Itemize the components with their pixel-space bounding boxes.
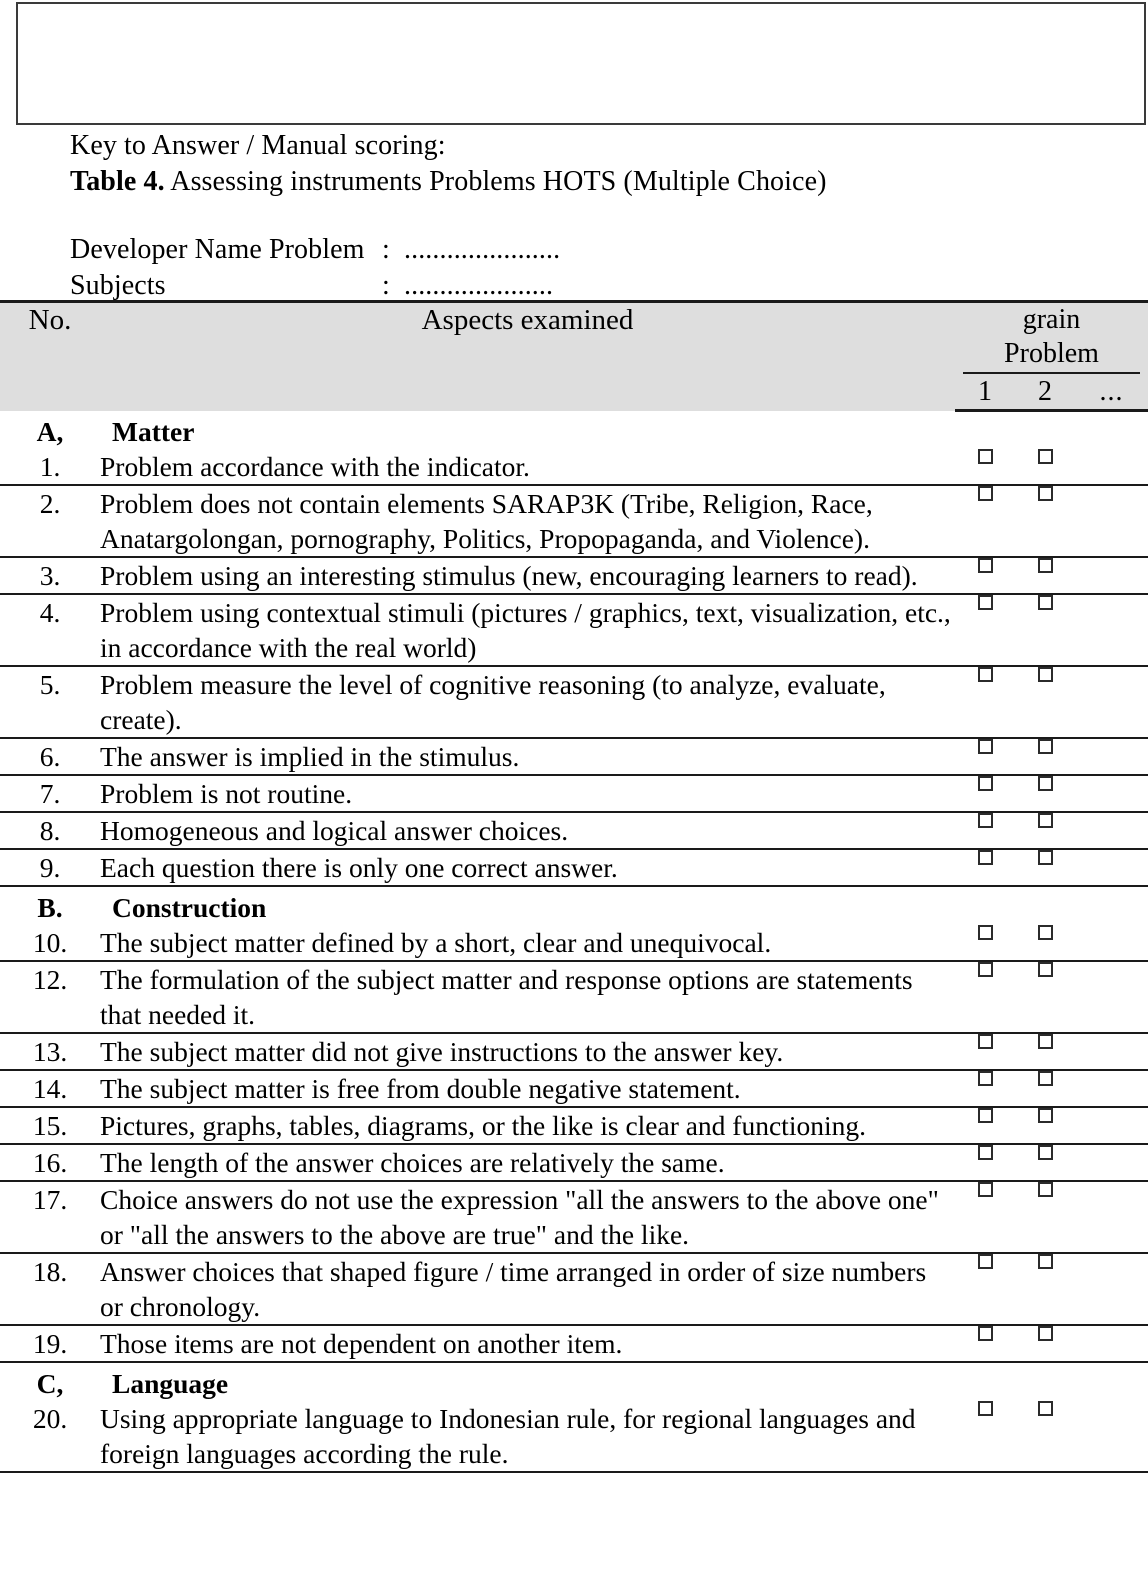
field-colon: : (382, 270, 390, 301)
row-number: 4. (0, 594, 100, 666)
aspect-text: Those items are not dependent on another item. (100, 1325, 955, 1362)
row-number: 2. (0, 485, 100, 557)
checkbox-cell-problem-more[interactable] (1075, 1033, 1148, 1070)
checkbox-cell-problem-1[interactable] (955, 775, 1015, 812)
checkbox-cell-problem-2[interactable] (1015, 738, 1075, 775)
checkbox-cell-problem-more[interactable] (1075, 1070, 1148, 1107)
checkbox-cell-problem-2[interactable] (1015, 557, 1075, 594)
checkbox-cell-problem-2[interactable] (1015, 1070, 1075, 1107)
checkbox-cell-problem-more[interactable] (1075, 449, 1148, 485)
checkbox-cell-problem-1[interactable] (955, 1325, 1015, 1362)
checkbox-icon[interactable] (1038, 449, 1053, 464)
table-row (0, 1033, 1148, 1070)
row-number: 3. (0, 557, 100, 594)
checkbox-cell-problem-more[interactable] (1075, 812, 1148, 849)
checkbox-cell-problem-more[interactable] (1075, 666, 1148, 738)
checkbox-icon[interactable] (978, 925, 993, 940)
table-row (0, 925, 1148, 961)
checkbox-cell-problem-more[interactable] (1075, 849, 1148, 886)
checkbox-cell-problem-2[interactable] (1015, 485, 1075, 557)
checkbox-icon[interactable] (978, 1034, 993, 1049)
section-title: Matter (112, 415, 195, 447)
checkbox-cell-problem-2[interactable] (1015, 1107, 1075, 1144)
checkbox-cell-problem-2[interactable] (1015, 925, 1075, 961)
table-section-row (0, 886, 1148, 925)
checkbox-icon[interactable] (978, 595, 993, 610)
checkbox-cell-problem-2 (1015, 1362, 1075, 1401)
checkbox-cell-problem-more (1075, 411, 1148, 449)
row-number: 9. (0, 849, 100, 886)
checkbox-icon[interactable] (978, 1108, 993, 1123)
aspect-text: Homogeneous and logical answer choices. (100, 812, 955, 849)
table-section-row (0, 1362, 1148, 1401)
checkbox-cell-problem-1[interactable] (955, 925, 1015, 961)
checkbox-cell-problem-1 (955, 1362, 1015, 1401)
table-row (0, 1144, 1148, 1181)
aspect-text: Problem using an interesting stimulus (new, encouraging learners to read). (100, 557, 955, 594)
checkbox-icon[interactable] (978, 1145, 993, 1160)
checkbox-icon[interactable] (978, 1254, 993, 1269)
row-number: 15. (0, 1107, 100, 1144)
checkbox-cell-problem-1[interactable] (955, 961, 1015, 1033)
checkbox-icon[interactable] (978, 1401, 993, 1416)
checkbox-icon[interactable] (978, 776, 993, 791)
checkbox-cell-problem-more[interactable] (1075, 961, 1148, 1033)
checkbox-icon[interactable] (1038, 1254, 1053, 1269)
section-title: Language (112, 1367, 229, 1399)
grain-problem-inner (963, 303, 1140, 374)
table-row (0, 1181, 1148, 1253)
row-number: 12. (0, 961, 100, 1033)
aspect-text: The subject matter defined by a short, clear and unequivocal. (100, 925, 955, 961)
checkbox-icon[interactable] (978, 558, 993, 573)
checkbox-icon[interactable] (1038, 1145, 1053, 1160)
key-to-answer-line: Key to Answer / Manual scoring: (70, 130, 446, 161)
column-header-problem-2: 2 (1015, 374, 1075, 411)
aspect-text: The subject matter is free from double negative statement. (100, 1070, 955, 1107)
checkbox-icon[interactable] (978, 1326, 993, 1341)
checkbox-icon[interactable] (1038, 925, 1053, 940)
row-number: 16. (0, 1144, 100, 1181)
table-row (0, 557, 1148, 594)
checkbox-cell-problem-2[interactable] (1015, 812, 1075, 849)
row-number: 18. (0, 1253, 100, 1325)
table-row (0, 449, 1148, 485)
checkbox-icon[interactable] (1038, 962, 1053, 977)
aspect-text: Problem accordance with the indicator. (100, 449, 955, 485)
checkbox-icon[interactable] (978, 667, 993, 682)
table-caption (70, 164, 1130, 200)
checkbox-cell-problem-more[interactable] (1075, 485, 1148, 557)
aspect-text: The formulation of the subject matter and response options are statements that needed it. (100, 961, 955, 1033)
checkbox-cell-problem-2[interactable] (1015, 1401, 1075, 1472)
checkbox-icon[interactable] (978, 1071, 993, 1086)
checkbox-cell-problem-1[interactable] (955, 849, 1015, 886)
field-value: ...................... (404, 234, 561, 265)
checkbox-icon[interactable] (978, 739, 993, 754)
checkbox-icon[interactable] (1038, 1071, 1053, 1086)
checkbox-cell-problem-2[interactable] (1015, 666, 1075, 738)
table-row (0, 594, 1148, 666)
checkbox-cell-problem-1[interactable] (955, 1070, 1015, 1107)
table-section-row (0, 411, 1148, 449)
checkbox-icon[interactable] (1038, 1182, 1053, 1197)
section-letter: C, (36, 1367, 64, 1399)
intro-block (70, 128, 1130, 304)
row-number: 19. (0, 1325, 100, 1362)
checkbox-cell-problem-1[interactable] (955, 1253, 1015, 1325)
table-body (0, 411, 1148, 1472)
assessment-table (0, 300, 1148, 1473)
checkbox-cell-problem-2 (1015, 886, 1075, 925)
checkbox-cell-problem-1[interactable] (955, 594, 1015, 666)
empty-top-box (16, 2, 1146, 125)
checkbox-icon[interactable] (1038, 1108, 1053, 1123)
checkbox-cell-problem-2[interactable] (1015, 1325, 1075, 1362)
intro-spacer (70, 200, 1130, 232)
table-row (0, 812, 1148, 849)
checkbox-cell-problem-2[interactable] (1015, 961, 1075, 1033)
checkbox-cell-problem-2[interactable] (1015, 449, 1075, 485)
checkbox-cell-problem-2[interactable] (1015, 849, 1075, 886)
table-row (0, 775, 1148, 812)
checkbox-icon[interactable] (1038, 595, 1053, 610)
checkbox-cell-problem-1 (955, 411, 1015, 449)
aspect-text: Problem does not contain elements SARAP3K (Tribe, Religion, Race, Anatargolongan, pornography, Politics, Propopaganda, and Violence). (100, 485, 955, 557)
aspect-text: Choice answers do not use the expression "all the answers to the above one" or "all the answers to the above are true" and the like. (100, 1181, 955, 1253)
table-header-row-top (0, 302, 1148, 375)
checkbox-cell-problem-1[interactable] (955, 1401, 1015, 1472)
field-colon: : (382, 234, 390, 265)
checkbox-cell-problem-more[interactable] (1075, 738, 1148, 775)
checkbox-cell-problem-more[interactable] (1075, 557, 1148, 594)
checkbox-cell-problem-more[interactable] (1075, 925, 1148, 961)
checkbox-cell-problem-1[interactable] (955, 666, 1015, 738)
checkbox-icon[interactable] (1038, 1326, 1053, 1341)
aspect-text: Using appropriate language to Indonesian rule, for regional languages and foreign languages according the rule. (100, 1401, 955, 1472)
table-row (0, 961, 1148, 1033)
checkbox-cell-problem-more[interactable] (1075, 1253, 1148, 1325)
checkbox-cell-problem-1[interactable] (955, 738, 1015, 775)
table-caption-label: Table 4. (70, 166, 165, 197)
table-row (0, 738, 1148, 775)
row-number: 7. (0, 775, 100, 812)
checkbox-icon[interactable] (1038, 850, 1053, 865)
aspect-text: Each question there is only one correct answer. (100, 849, 955, 886)
checkbox-icon[interactable] (1038, 1401, 1053, 1416)
aspect-text: The answer is implied in the stimulus. (100, 738, 955, 775)
column-header-problem-more: ... (1075, 374, 1148, 411)
row-number: 14. (0, 1070, 100, 1107)
row-number: 5. (0, 666, 100, 738)
checkbox-cell-problem-more[interactable] (1075, 1107, 1148, 1144)
section-letter: B. (37, 891, 63, 923)
field-value: ..................... (404, 270, 554, 301)
field-subjects (70, 268, 1130, 304)
checkbox-cell-problem-more[interactable] (1075, 775, 1148, 812)
checkbox-icon[interactable] (978, 962, 993, 977)
checkbox-icon[interactable] (1038, 776, 1053, 791)
checkbox-cell-problem-more[interactable] (1075, 1144, 1148, 1181)
checkbox-cell-problem-2[interactable] (1015, 1033, 1075, 1070)
checkbox-cell-problem-1[interactable] (955, 485, 1015, 557)
table-row (0, 666, 1148, 738)
checkbox-icon[interactable] (978, 850, 993, 865)
checkbox-cell-problem-1[interactable] (955, 812, 1015, 849)
table-row (0, 849, 1148, 886)
checkbox-cell-problem-2[interactable] (1015, 1253, 1075, 1325)
row-number: 6. (0, 738, 100, 775)
aspect-text: Problem measure the level of cognitive reasoning (to analyze, evaluate, create). (100, 666, 955, 738)
checkbox-cell-problem-2[interactable] (1015, 1144, 1075, 1181)
table-row (0, 1107, 1148, 1144)
section-letter: A, (36, 415, 64, 447)
checkbox-cell-problem-1 (955, 886, 1015, 925)
column-header-aspects-examined: Aspects examined (100, 302, 955, 411)
checkbox-cell-problem-more (1075, 1362, 1148, 1401)
checkbox-cell-problem-1[interactable] (955, 1144, 1015, 1181)
checkbox-icon[interactable] (1038, 558, 1053, 573)
section-title: Construction (112, 891, 267, 923)
checkbox-icon[interactable] (978, 813, 993, 828)
field-label: Subjects (70, 270, 166, 301)
checkbox-icon[interactable] (1038, 813, 1053, 828)
checkbox-cell-problem-more[interactable] (1075, 1181, 1148, 1253)
table-row (0, 1401, 1148, 1472)
table-row (0, 1325, 1148, 1362)
field-developer-name-problem (70, 232, 1130, 268)
table-header (0, 302, 1148, 411)
checkbox-cell-problem-2[interactable] (1015, 594, 1075, 666)
aspect-text: The length of the answer choices are relatively the same. (100, 1144, 955, 1181)
checkbox-cell-problem-more[interactable] (1075, 594, 1148, 666)
table-row (0, 1070, 1148, 1107)
checkbox-cell-problem-2[interactable] (1015, 1181, 1075, 1253)
aspect-text: Answer choices that shaped figure / time arranged in order of size numbers or chronology. (100, 1253, 955, 1325)
aspect-text: Problem is not routine. (100, 775, 955, 812)
checkbox-cell-problem-1[interactable] (955, 1107, 1015, 1144)
checkbox-cell-problem-more[interactable] (1075, 1325, 1148, 1362)
checkbox-icon[interactable] (978, 486, 993, 501)
checkbox-cell-problem-1[interactable] (955, 1033, 1015, 1070)
checkbox-cell-problem-more[interactable] (1075, 1401, 1148, 1472)
checkbox-icon[interactable] (1038, 739, 1053, 754)
checkbox-icon[interactable] (978, 449, 993, 464)
row-number: 1. (0, 449, 100, 485)
row-number: 17. (0, 1181, 100, 1253)
aspect-text: The subject matter did not give instructions to the answer key. (100, 1033, 955, 1070)
table-row (0, 485, 1148, 557)
row-number: 10. (0, 925, 100, 961)
checkbox-icon[interactable] (1038, 486, 1053, 501)
checkbox-icon[interactable] (1038, 1034, 1053, 1049)
aspect-text: Pictures, graphs, tables, diagrams, or the like is clear and functioning. (100, 1107, 955, 1144)
checkbox-cell-problem-2[interactable] (1015, 775, 1075, 812)
row-number: 20. (0, 1401, 100, 1472)
row-number: 8. (0, 812, 100, 849)
checkbox-cell-problem-1[interactable] (955, 557, 1015, 594)
row-number: 13. (0, 1033, 100, 1070)
aspect-text: Problem using contextual stimuli (pictures / graphics, text, visualization, etc., in accordance with the real world) (100, 594, 955, 666)
grain-problem-line1: grain (1022, 304, 1081, 335)
field-label: Developer Name Problem (70, 234, 365, 265)
checkbox-icon[interactable] (978, 1182, 993, 1197)
checkbox-icon[interactable] (1038, 667, 1053, 682)
checkbox-cell-problem-2 (1015, 411, 1075, 449)
table-caption-text: Assessing instruments Problems HOTS (Multiple Choice) (164, 166, 827, 197)
checkbox-cell-problem-1[interactable] (955, 1181, 1015, 1253)
grain-problem-line2: Problem (1004, 338, 1099, 369)
column-header-grain-problem (955, 302, 1148, 375)
column-header-no: No. (0, 302, 100, 411)
column-header-problem-1: 1 (955, 374, 1015, 411)
table-row (0, 1253, 1148, 1325)
checkbox-cell-problem-more (1075, 886, 1148, 925)
checkbox-cell-problem-1[interactable] (955, 449, 1015, 485)
